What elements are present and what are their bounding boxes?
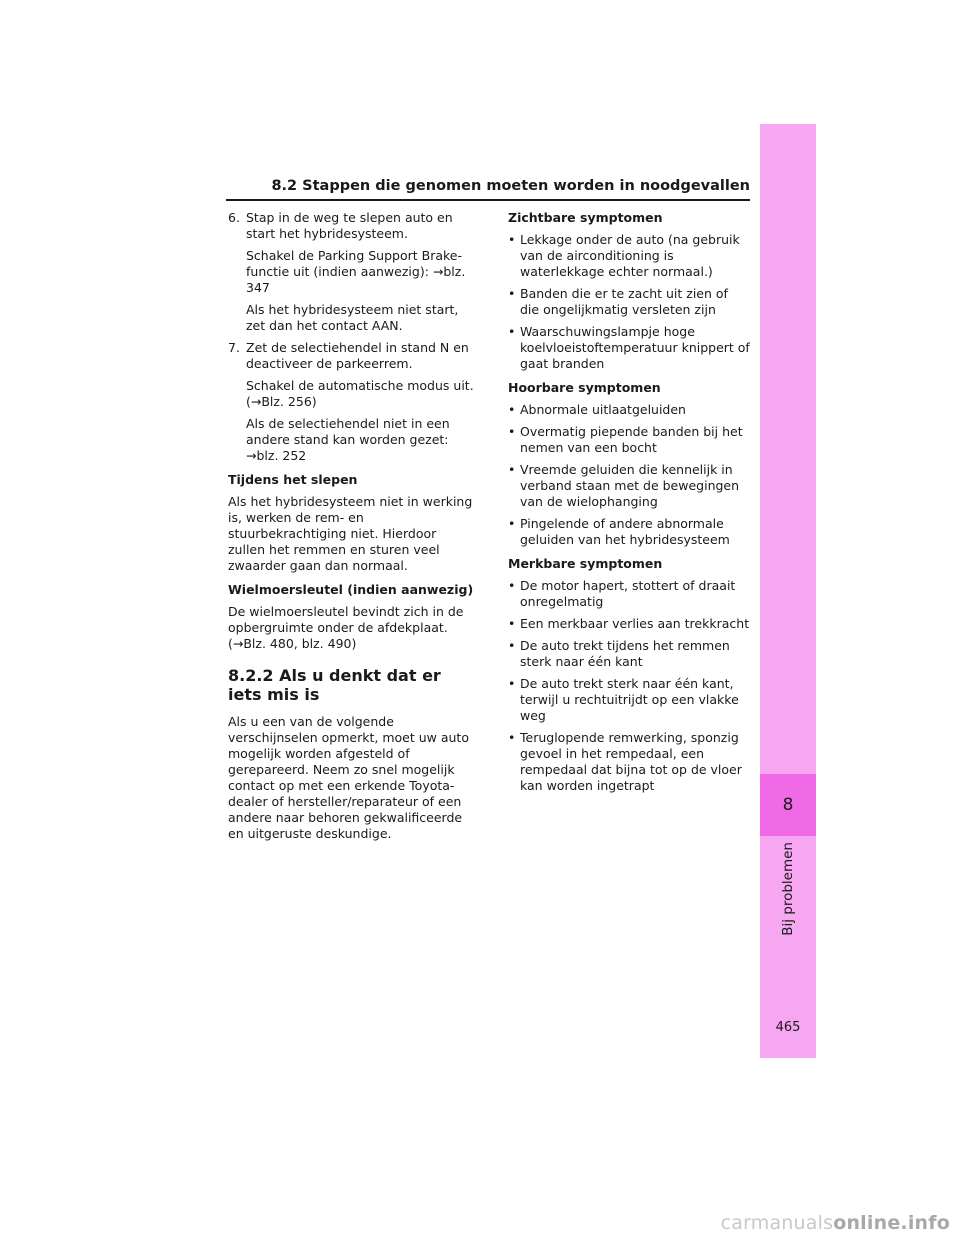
chapter-label: Bij problemen xyxy=(780,842,796,936)
chapter-number: 8 xyxy=(782,795,794,815)
audible-symptoms-heading: Hoorbare symptomen xyxy=(508,380,661,395)
step-text: Zet de selectiehendel in stand N en deactiveer de parkeerrem. xyxy=(246,340,469,371)
list-item-text: Overmatig piepende banden bij het nemen van een bocht xyxy=(520,424,743,455)
list-item: • Waarschuwingslampje hoge koelvloeistoftemperatuur knippert of gaat branden xyxy=(508,324,750,371)
list-item: • De auto trekt sterk naar één kant, terwijl u rechtuitrijdt op een vlakke weg xyxy=(508,676,750,724)
visible-symptoms-heading: Zichtbare symptomen xyxy=(508,210,663,225)
list-item: • Pingelende of andere abnormale geluiden van het hybridesysteem xyxy=(508,516,750,548)
wrench-heading: Wielmoersleutel (indien aanwezig) xyxy=(228,582,474,597)
watermark[interactable] xyxy=(650,1212,950,1234)
step-6 xyxy=(228,210,474,334)
watermark-prefix: carmanuals xyxy=(720,1212,834,1234)
list-item-text: Abnormale uitlaatgeluiden xyxy=(520,402,686,417)
list-item-text: Vreemde geluiden die kennelijk in verband staan met de bewegingen van de wielophanging xyxy=(520,462,740,509)
list-item-text: Een merkbaar verlies aan trekkracht xyxy=(520,616,750,631)
list-item-text: De motor hapert, stottert of draait onregelmatig xyxy=(520,578,736,609)
list-item-text: De auto trekt sterk naar één kant, terwijl u rechtuitrijdt op een vlakke weg xyxy=(520,676,739,723)
section-heading: 8.2.2 Als u denkt dat er iets mis is xyxy=(228,666,441,704)
page-number: 465 xyxy=(775,1020,801,1035)
step-text: Stap in de weg te slepen auto en start het hybridesysteem. xyxy=(246,210,453,241)
step-number: 6. xyxy=(228,210,240,225)
header-divider xyxy=(226,199,750,201)
list-item: • De motor hapert, stottert of draait onregelmatig xyxy=(508,578,750,610)
list-item: • Een merkbaar verlies aan trekkracht xyxy=(508,616,750,631)
list-item-text: Banden die er te zacht uit zien of die ongelijkmatig versleten zijn xyxy=(520,286,728,317)
step-text: Schakel de automatische modus uit. (→Blz. 256) xyxy=(246,378,474,409)
noticeable-symptoms-heading: Merkbare symptomen xyxy=(508,556,663,571)
watermark-suffix: online.info xyxy=(833,1212,950,1234)
step-7 xyxy=(228,340,474,464)
list-item-text: De auto trekt tijdens het remmen sterk naar één kant xyxy=(520,638,730,669)
running-header: 8.2 Stappen die genomen moeten worden in noodgevallen xyxy=(271,178,750,194)
list-item: • Teruglopende remwerking, sponzig gevoel in het rempedaal, een rempedaal dat bijna tot op de vloer kan worden ingetrapt xyxy=(508,730,750,794)
list-item: • Vreemde geluiden die kennelijk in verband staan met de bewegingen van de wielophanging xyxy=(508,462,750,510)
step-text: Schakel de Parking Support Brake-functie uit (indien aanwezig): →blz. 347 xyxy=(246,248,466,295)
towing-heading: Tijdens het slepen xyxy=(228,472,358,487)
list-item: • Abnormale uitlaatgeluiden xyxy=(508,402,750,418)
list-item-text: Teruglopende remwerking, sponzig gevoel in het rempedaal, een rempedaal dat bijna tot op de vloer kan worden ingetrapt xyxy=(520,730,742,793)
step-text: Als het hybridesysteem niet start, zet dan het contact AAN. xyxy=(246,302,459,333)
chapter-label-wrapper xyxy=(774,842,802,936)
list-item-text: Waarschuwingslampje hoge koelvloeistoftemperatuur knippert of gaat branden xyxy=(520,324,750,371)
wrench-paragraph: De wielmoersleutel bevindt zich in de opbergruimte onder de afdekplaat. (→Blz. 480, blz. 490) xyxy=(228,604,464,651)
list-item: • Lekkage onder de auto (na gebruik van de airconditioning is waterlekkage echter normaal.) xyxy=(508,232,750,280)
towing-paragraph: Als het hybridesysteem niet in werking is, werken de rem- en stuurbekrachtiging niet. Hierdoor zullen het remmen en sturen veel zwaarder gaan dan normaal. xyxy=(228,494,473,573)
list-item-text: Lekkage onder de auto (na gebruik van de airconditioning is waterlekkage echter normaal.) xyxy=(520,232,740,279)
list-item: • De auto trekt tijdens het remmen sterk naar één kant xyxy=(508,638,750,670)
list-item: • Banden die er te zacht uit zien of die ongelijkmatig versleten zijn xyxy=(508,286,750,318)
step-text: Als de selectiehendel niet in een andere stand kan worden gezet: →blz. 252 xyxy=(246,416,450,463)
step-number: 7. xyxy=(228,340,240,355)
list-item: • Overmatig piepende banden bij het nemen van een bocht xyxy=(508,424,750,456)
chapter-number-tab[interactable] xyxy=(760,774,816,836)
right-column xyxy=(508,210,750,800)
section-paragraph: Als u een van de volgende verschijnselen opmerkt, moet uw auto mogelijk worden afgesteld of gerepareerd. Neem zo snel mogelijk contact op met een erkende Toyota-dealer of hersteller/reparateur of een andere naar behoren gekwalificeerde en uitgeruste deskundige. xyxy=(228,714,469,841)
list-item-text: Pingelende of andere abnormale geluiden van het hybridesysteem xyxy=(520,516,730,547)
left-column xyxy=(228,210,474,848)
